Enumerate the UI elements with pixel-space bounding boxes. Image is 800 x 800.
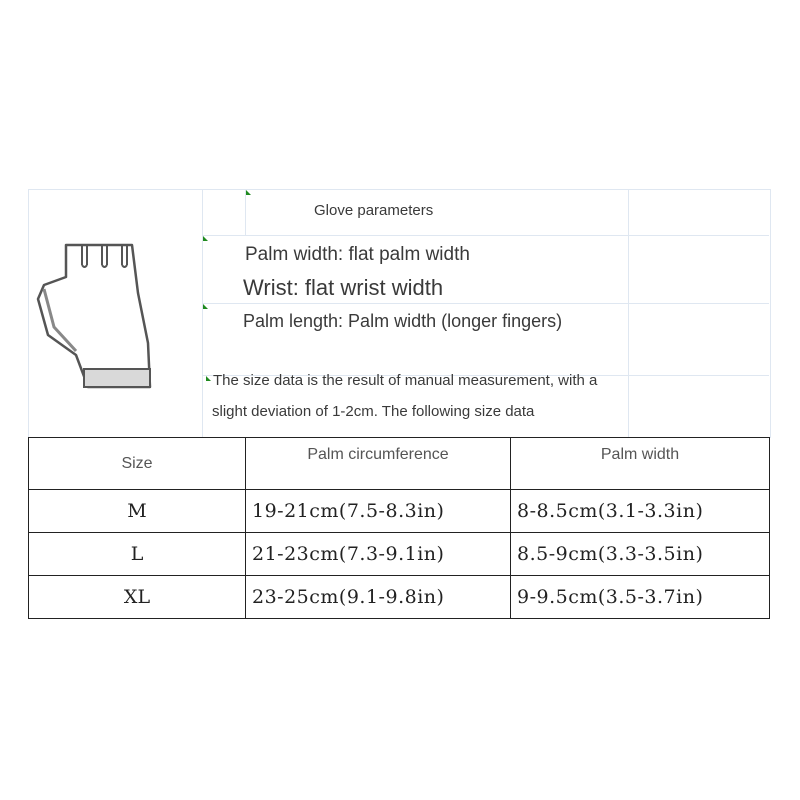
width-cell: 8-8.5cm(3.1-3.3in) xyxy=(511,490,770,533)
palm-width-note: Palm width: flat palm width xyxy=(245,244,470,265)
size-table xyxy=(28,437,770,619)
grid-divider xyxy=(628,189,629,437)
header-size: Size xyxy=(29,438,246,490)
wrist-note: Wrist: flat wrist width xyxy=(243,275,444,300)
glove-icon xyxy=(30,235,160,395)
grid-divider xyxy=(202,235,769,236)
table-row xyxy=(29,533,770,576)
size-cell: M xyxy=(29,490,246,533)
size-cell: L xyxy=(29,533,246,576)
corner-marker xyxy=(246,190,251,195)
corner-marker xyxy=(203,236,208,241)
table-row xyxy=(29,576,770,619)
width-cell: 8.5-9cm(3.3-3.5in) xyxy=(511,533,770,576)
grid-divider xyxy=(202,303,769,304)
grid-divider xyxy=(245,189,246,235)
circumference-cell: 21-23cm(7.3-9.1in) xyxy=(246,533,511,576)
table-row xyxy=(29,490,770,533)
width-cell: 9-9.5cm(3.5-3.7in) xyxy=(511,576,770,619)
grid-divider xyxy=(202,189,203,437)
header-palm-width: Palm width xyxy=(511,438,770,490)
table-header-row xyxy=(29,438,770,490)
palm-length-note: Palm length: Palm width (longer fingers) xyxy=(243,311,563,331)
circumference-cell: 19-21cm(7.5-8.3in) xyxy=(246,490,511,533)
disclaimer-line-1: The size data is the result of manual measurement, with a xyxy=(213,372,598,389)
corner-marker xyxy=(206,376,211,381)
disclaimer-line-2: slight deviation of 1-2cm. The following size data xyxy=(212,403,535,420)
corner-marker xyxy=(203,304,208,309)
circumference-cell: 23-25cm(9.1-9.8in) xyxy=(246,576,511,619)
size-cell: XL xyxy=(29,576,246,619)
header-palm-circumference: Palm circumference xyxy=(246,438,511,490)
glove-parameters-title: Glove parameters xyxy=(314,202,434,219)
